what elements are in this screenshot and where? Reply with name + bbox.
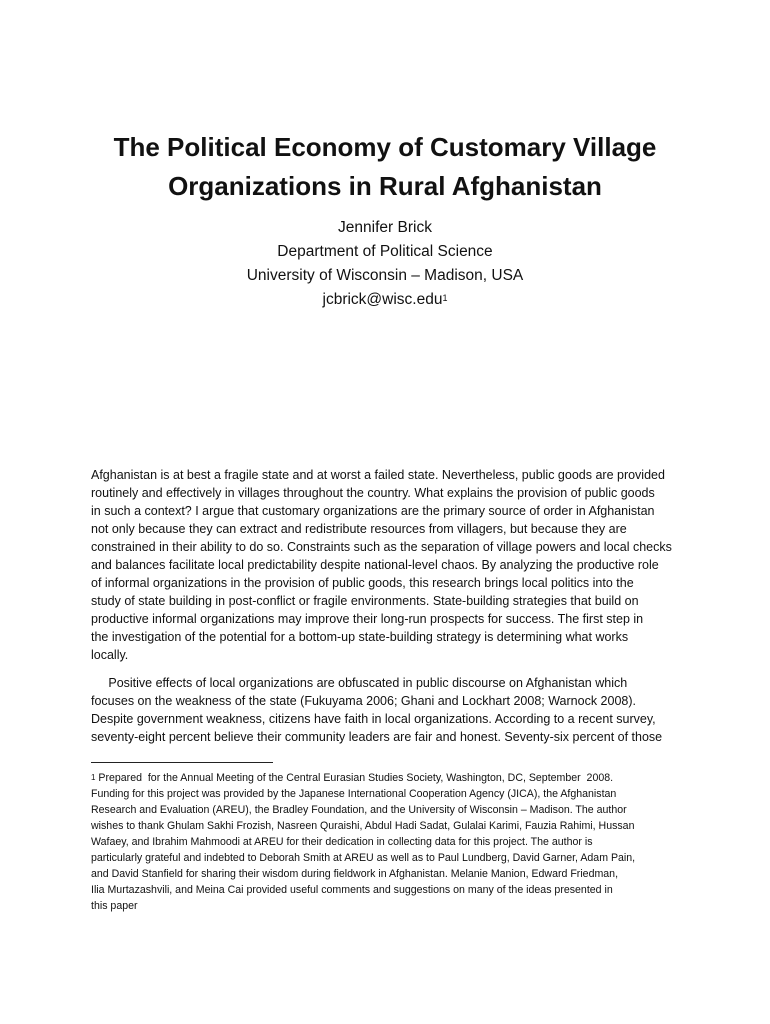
abstract-line: locally.	[91, 648, 129, 662]
footnote-first-line: Prepared for the Annual Meeting of the Central Eurasian Studies Society, Washington, DC, September 2008.	[95, 772, 614, 784]
footnote-line: Wafaey, and Ibrahim Mahmoodi at AREU for their dedication in collecting data for this project. The author is	[91, 836, 593, 848]
abstract-line: the investigation of the potential for a bottom-up state-building strategy is determining what works	[91, 630, 629, 644]
abstract-line: study of state building in post-conflict or fragile environments. State-building strategies that build on	[91, 594, 639, 608]
body-line: Despite government weakness, citizens have faith in local organizations. According to a recent survey,	[91, 712, 656, 726]
abstract-line: constrained in their ability to do so. Constraints such as the separation of village powers and local checks	[91, 540, 672, 554]
footnote-reference-marker[interactable]: 1	[442, 293, 448, 303]
body-line: focuses on the weakness of the state (Fukuyama 2006; Ghani and Lockhart 2008; Warnock 2008).	[91, 694, 636, 708]
paper-title-line-1: The Political Economy of Customary Village	[113, 132, 657, 162]
author-university: University of Wisconsin – Madison, USA	[246, 267, 524, 284]
footnote-line: particularly grateful and indebted to Deborah Smith at AREU as well as to Paul Lundberg, David Garner, Adam Pain,	[91, 852, 636, 864]
footnote-line: Ilia Murtazashvili, and Meina Cai provided useful comments and suggestions on many of the ideas presented in	[91, 884, 613, 896]
author-name: Jennifer Brick	[338, 219, 432, 236]
abstract-line: productive informal organizations may improve their long-run prospects for success. The first step in	[91, 612, 644, 626]
footnote-separator	[91, 762, 273, 763]
author-email-line	[0, 288, 770, 312]
author-email[interactable]: jcbrick@wisc.edu	[322, 291, 443, 308]
footnote-line: Funding for this project was provided by the Japanese International Cooperation Agency (JICA), the Afghanistan	[91, 788, 617, 800]
abstract-line: Afghanistan is at best a fragile state and at worst a failed state. Nevertheless, public goods are provided	[91, 468, 665, 482]
abstract-line: in such a context? I argue that customary organizations are the primary source of order in Afghanistan	[91, 504, 655, 518]
paper-title-line-2: Organizations in Rural Afghanistan	[168, 171, 602, 201]
footnote-line: Research and Evaluation (AREU), the Bradley Foundation, and the University of Wisconsin – Madison. The author	[91, 804, 627, 816]
body-line: seventy-eight percent believe their community leaders are fair and honest. Seventy-six percent of those	[91, 730, 663, 744]
footnote-line	[91, 771, 613, 786]
abstract-line: and balances facilitate local predictability despite national-level chaos. By analyzing the productive role	[91, 558, 659, 572]
body-line: Positive effects of local organizations are obfuscated in public discourse on Afghanistan which	[91, 676, 628, 690]
footnote-line: wishes to thank Ghulam Sakhi Frozish, Nasreen Quraishi, Abdul Hadi Sadat, Gulalai Karimi, Fauzia Rahimi, Hussan	[91, 820, 635, 832]
abstract-line: not only because they can extract and redistribute resources from villagers, but because they are	[91, 522, 627, 536]
abstract-line: of informal organizations in the provision of public goods, this research brings local politics into the	[91, 576, 634, 590]
footnote-line: and David Stanfield for sharing their wisdom during fieldwork in Afghanistan. Melanie Manion, Edward Friedman,	[91, 868, 619, 880]
abstract-line: routinely and effectively in villages throughout the country. What explains the provision of public goods	[91, 486, 655, 500]
author-department: Department of Political Science	[277, 243, 493, 260]
footnote-line: this paper	[91, 900, 138, 912]
footnote-marker: 1	[91, 773, 96, 782]
